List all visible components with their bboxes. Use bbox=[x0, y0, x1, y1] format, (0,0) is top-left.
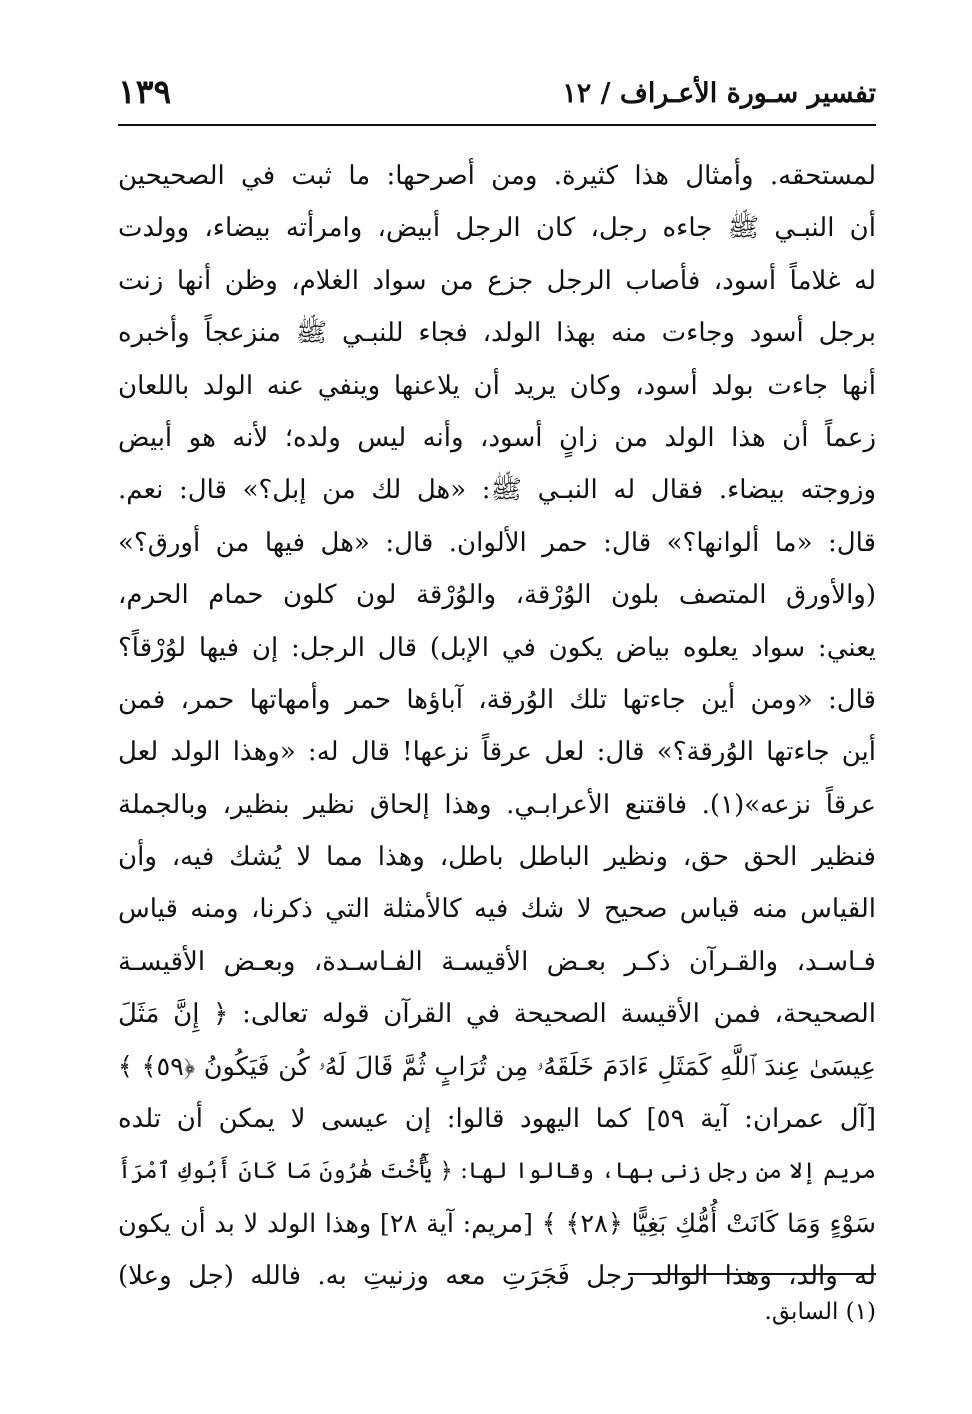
running-header bbox=[118, 72, 876, 122]
text-line: أن النبـي ﷺ جاءه رجل، كان الرجل أبيض، وامرأته بيضاء، وولدت bbox=[118, 213, 876, 244]
text-line: القياس منه قياس صحيح لا شك فيه كالأمثلة التي ذكرنا، ومنه قياس bbox=[118, 894, 876, 925]
text-line: لمستحقه. وأمثال هذا كثيرة. ومن أصرحها: ما ثبت في الصحيحين bbox=[118, 161, 876, 191]
text-line: برجل أسود وجاءت منه بهذا الولد، فجاء للنبـي ﷺ منزعجاً وأخبره bbox=[118, 318, 876, 349]
quran-verse-line: عِيسَىٰ عِندَ ٱللَّهِ كَمَثَلِ ءَادَمَ خَلَقَهُۥ مِن تُرَابٍ ثُمَّ قَالَ لَهُۥ كُن فَيَكُونُ ﴿٥٩﴾ ﴾ bbox=[118, 1051, 876, 1082]
header-title: تفسير سـورة الأعـراف / ١٢ bbox=[562, 78, 876, 109]
quran-verse-line: سَوْءٍ وَمَا كَانَتْ أُمُّكِ بَغِيًّا ﴿٢٨﴾ ﴾ [مريم: آية ٢٨] وهذا الولد لا بد أن يكون bbox=[118, 1208, 876, 1239]
text-line: [آل عمران: آية ٥٩] كما اليهود قالوا: إن عيسى لا يمكن أن تلده bbox=[118, 1104, 876, 1135]
body-text bbox=[118, 150, 876, 1303]
text-line: قال: «ومن أين جاءتها تلك الوُرقة، آباؤها حمر وأمهاتها حمر، فمن bbox=[118, 684, 876, 715]
footnote: (١) السابق. bbox=[764, 1299, 876, 1325]
text-line: فنظير الحق حق، ونظير الباطل باطل، وهذا مما لا يُشك فيه، وأن bbox=[118, 842, 876, 873]
text-line: يعني: سواد يعلوه بياض يكون في الإبل) قال الرجل: إن فيها لوُرْقاً؟ bbox=[118, 632, 876, 663]
text-line: زعماً أن هذا الولد من زانٍ أسود، وأنه ليس ولده؛ لأنه هو أبيض bbox=[118, 422, 876, 453]
text-line: (والأورق المتصف بلون الوُرْقة، والوُرْقة لون كلون حمام الحرم، bbox=[118, 580, 876, 611]
text-line: عرقاً نزعه»(١). فاقتنع الأعرابـي. وهذا إلحاق نظير بنظير، وبالجملة bbox=[118, 789, 876, 820]
text-line: له غلاماً أسود، فأصاب الرجل جزع من سواد الغلام، وظن أنها زنت bbox=[118, 265, 876, 296]
text-line: قال: «ما ألوانها؟» قال: حمر الألوان. قال: «هل فيها من أورق؟» bbox=[118, 527, 876, 558]
text-line: فـاسـد، والقـرآن ذكـر بعـض الأقيسـة الفـاسـدة، وبعـض الأقيسـة bbox=[118, 946, 876, 977]
text-line: له والد، وهذا الوالد رجل فَجَرَتِ معه وزنيتِ به. فالله (جل وعلا) bbox=[118, 1261, 876, 1292]
text-line: أنها جاءت بولد أسود، وكان يريد أن يلاعنها وينفي عنه الولد باللعان bbox=[118, 370, 876, 401]
text-line: وزوجته بيضاء. فقال له النبـي ﷺ: «هل لك من إبل؟» قال: نعم. bbox=[118, 475, 876, 506]
footnote-divider bbox=[628, 1273, 876, 1275]
text-line: أين جاءتها الوُرقة؟» قال: لعل عرقاً نزعها! قال له: «وهذا الولد لعل bbox=[118, 737, 876, 768]
text-line: مريم إلا من رجل زنى بها، وقالوا لها: ﴿ يَٰٓأُخْتَ هَٰرُونَ مَا كَانَ أَبُوكِ ٱمْرَأَ bbox=[118, 1158, 876, 1185]
text-line: الصحيحة، فمن الأقيسة الصحيحة في القرآن قوله تعالى: ﴿ إِنَّ مَثَلَ bbox=[118, 999, 876, 1030]
page-number: ١٣٩ bbox=[118, 72, 172, 111]
header-divider bbox=[118, 124, 876, 126]
